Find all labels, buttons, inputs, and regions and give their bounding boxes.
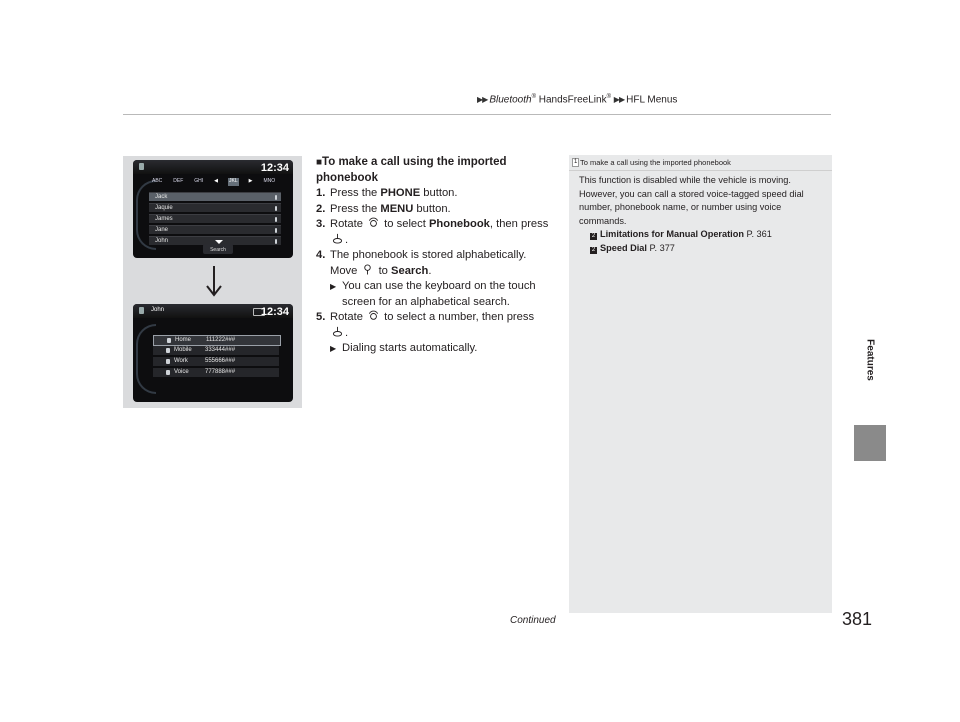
section-tab-marker (854, 425, 886, 461)
breadcrumb: ▶▶ Bluetooth® HandsFreeLink® ▶▶ HFL Menus (477, 94, 678, 106)
step-5: 5. Rotate to select a number, then press . (316, 311, 535, 339)
note-marker-icon: 1 (574, 159, 578, 165)
chevron-right-icon: ▶▶ (613, 95, 625, 105)
result-arrow-icon: ▶ (330, 344, 337, 353)
rotate-dial-icon (368, 217, 379, 228)
voice-tag-icon (275, 217, 277, 222)
step-3: 3. Rotate to select Phonebook, then press . (316, 218, 549, 246)
reference-link[interactable]: 2 Limitations for Manual Operation P. 361 (591, 229, 772, 239)
note-title: To make a call using the imported phonebook (580, 158, 731, 167)
voice-tag-icon (275, 239, 277, 244)
result-arrow-icon: ▶ (330, 282, 337, 291)
tab-ghi: GHI (194, 178, 204, 184)
list-item: James (149, 214, 281, 223)
tab-abc: ABC (152, 178, 163, 184)
instructions (316, 155, 561, 357)
voice-tag-icon (275, 195, 277, 200)
clock: 12:34 (260, 306, 289, 318)
note-header (569, 155, 832, 170)
table-row: Voice 777888### (153, 368, 279, 377)
alphabet-tabs (151, 178, 276, 186)
section-side-label: Features (864, 339, 876, 381)
tab-mno: MNO (263, 178, 276, 184)
arrow-right-icon: ▶ (248, 178, 253, 184)
work-icon (166, 359, 170, 364)
list-item: Jaquie (149, 203, 281, 212)
page-ref-icon: 2 (591, 246, 596, 253)
chevron-right-icon: ▶▶ (477, 95, 488, 105)
step-2: 2. Press the MENU button. (316, 202, 451, 215)
contact-detail-screen (133, 304, 293, 402)
page-ref-icon: 2 (591, 233, 596, 239)
step-4-result: ▶ You can use the keyboard on the touch screen for an alphabetical search. (330, 280, 536, 308)
voice-tag-icon (275, 228, 277, 233)
table-row: Home 111222### (153, 335, 281, 346)
home-icon (167, 338, 171, 343)
phone-icon (139, 307, 144, 314)
phone-icon (139, 163, 144, 170)
move-dial-icon (362, 264, 373, 275)
breadcrumb-handsfreelink: HandsFreeLink (536, 94, 607, 106)
continued-label: Continued (510, 615, 556, 626)
press-dial-icon (332, 233, 343, 244)
voice-tag-icon (275, 206, 277, 211)
rotate-dial-icon (368, 310, 379, 321)
list-item: Jane (149, 225, 281, 234)
breadcrumb-bluetooth: Bluetooth (489, 94, 532, 106)
tab-jkl: JKL (229, 178, 238, 184)
tab-def: DEF (173, 178, 184, 184)
table-row: Work 555666### (153, 357, 279, 366)
step-4: 4. The phonebook is stored alphabetically. Move to Search. (316, 249, 527, 277)
clock: 12:34 (260, 162, 289, 174)
mobile-icon (166, 348, 170, 353)
note-body: This function is disabled while the vehicle is moving. However, you can call a stored voice-tagged speed dial number, phonebook name, or number using voice commands. 2 Limitations for Manual Operation P. 361 2 Speed Dial P. 377 (579, 174, 824, 255)
table-row: Mobile 333444### (153, 346, 279, 355)
contact-name: John (151, 307, 165, 313)
page-number: 381 (842, 609, 873, 629)
step-5-result: ▶ Dialing starts automatically. (316, 341, 561, 357)
list-item: Jack (149, 192, 281, 201)
arrow-down-icon (202, 264, 226, 298)
voice-icon (166, 370, 170, 375)
list-item: John (149, 236, 281, 245)
arrow-left-icon: ◀ (214, 178, 219, 184)
step-1: 1. Press the PHONE button. (316, 187, 458, 199)
reference-link[interactable]: 2 Speed Dial P. 377 (591, 242, 675, 253)
press-dial-icon (332, 326, 343, 337)
breadcrumb-hfl-menus: HFL Menus (626, 94, 678, 106)
note-divider (569, 170, 832, 171)
search-tab: Search (203, 244, 233, 254)
header-divider (123, 114, 831, 115)
section-heading: ■To make a call using the imported phonebook (316, 156, 507, 184)
phonebook-screen (133, 160, 293, 258)
